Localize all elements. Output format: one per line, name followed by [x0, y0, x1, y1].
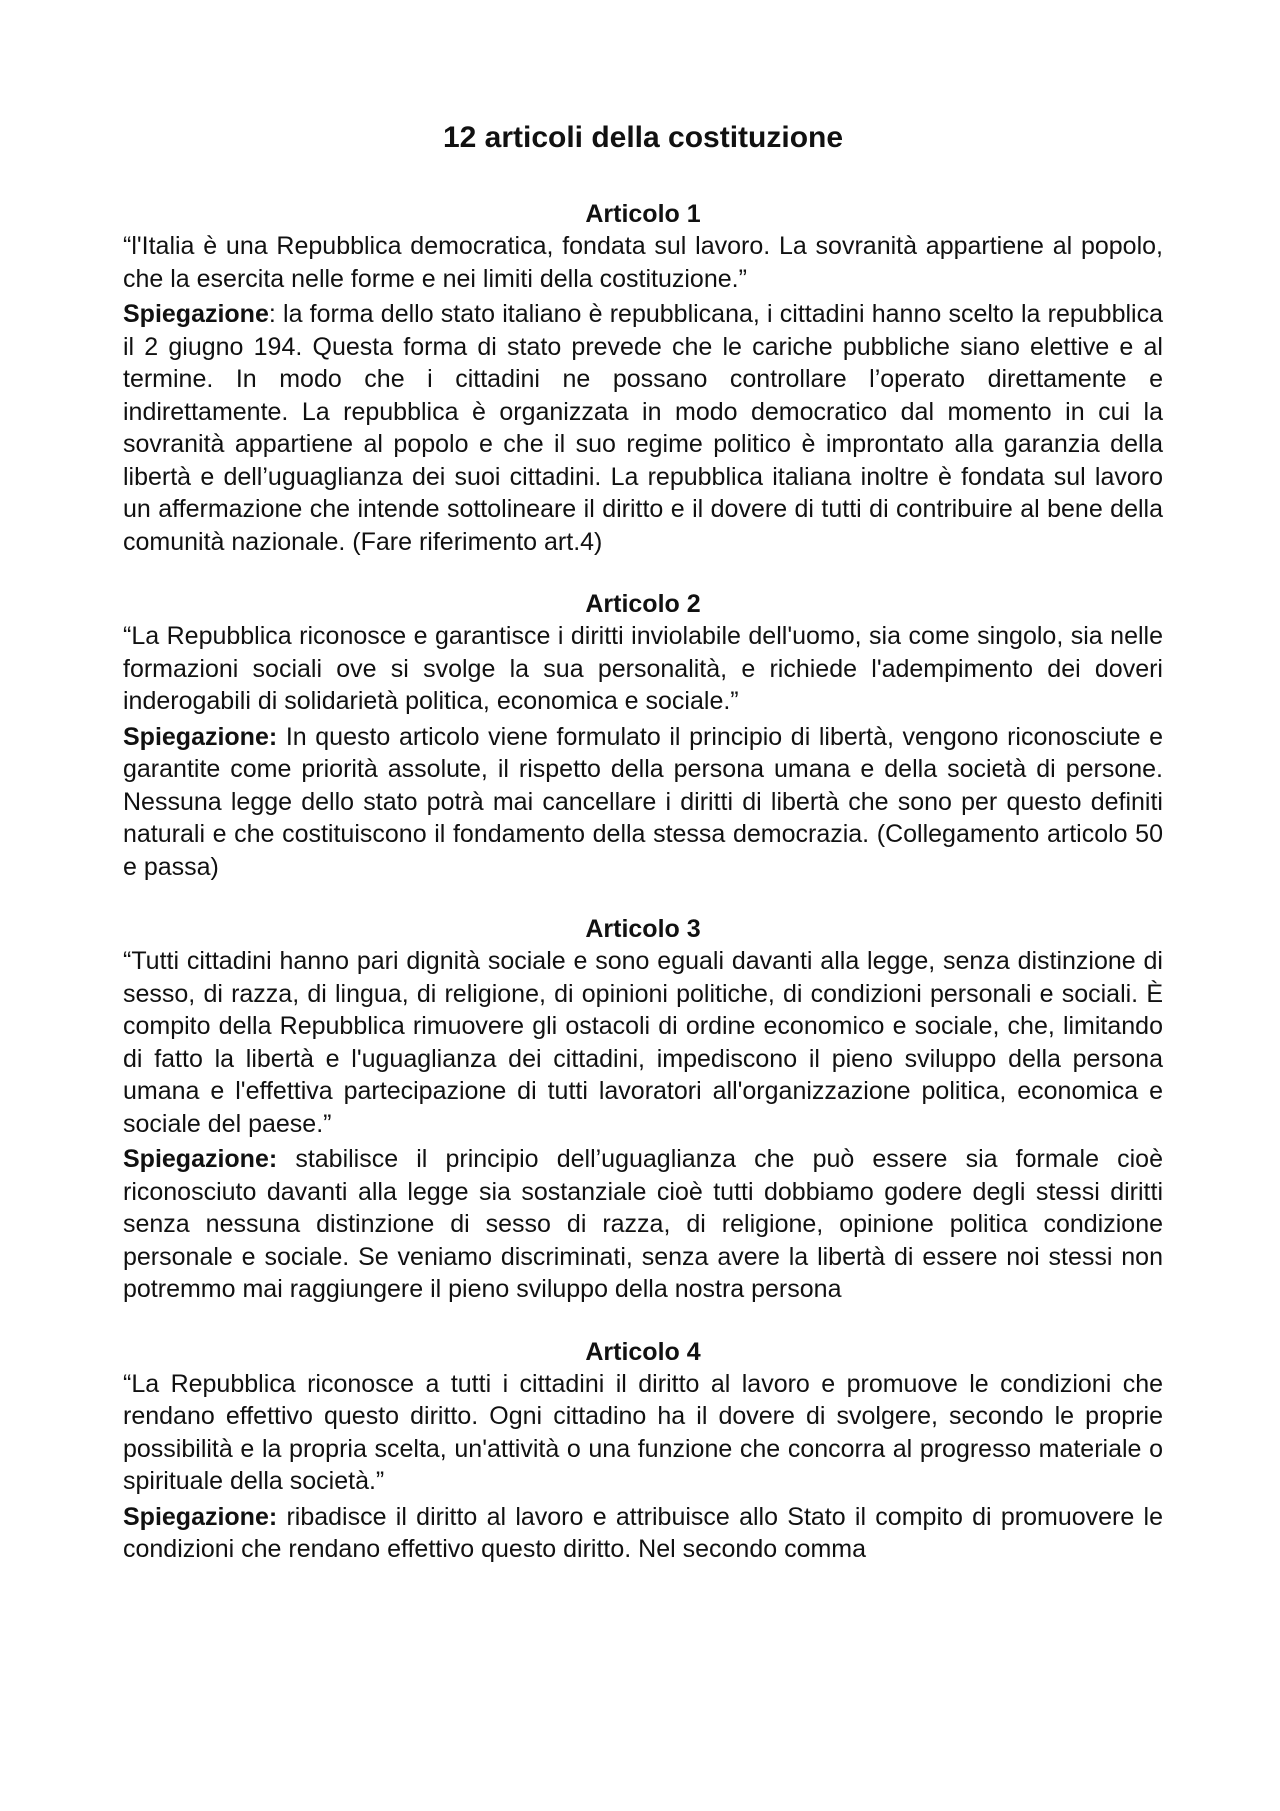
explanation-label: Spiegazione [123, 300, 269, 328]
article-2 [123, 588, 1163, 883]
explanation-separator: : [268, 300, 284, 328]
article-1 [123, 198, 1163, 558]
explanation-separator [277, 723, 286, 751]
document-title: 12 articoli della costituzione [442, 121, 844, 154]
article-text: “Tutti cittadini hanno pari dignità sociale e sono eguali davanti alla legge, senza distinzione di sesso, di razza, di lingua, di religione, di opinioni politiche, di condizioni personali e sociali. È compito della Repubblica rimuovere gli ostacoli di ordine economico e sociale, che, limitando di fatto la libertà e l'uguaglianza dei cittadini, impediscono il pieno sviluppo della persona umana e l'effettiva partecipazione di tutti lavoratori all'organizzazione politica, economica e sociale del paese.” [123, 947, 1163, 1138]
article-heading: Articolo 1 [585, 200, 701, 228]
explanation-text: stabilisce il principio dell’uguaglianza che può essere sia formale cioè riconosciuto davanti alla legge sia sostanziale cioè tutti dobbiamo godere degli stessi diritti senza nessuna distinzione di sesso di razza, di religione, opinione politica condizione personale e sociale. Se veniamo discriminati, senza avere la libertà di essere noi stessi non potremmo mai raggiungere il pieno sviluppo della nostra persona [123, 1145, 1163, 1303]
explanation-label: Spiegazione: [123, 1502, 278, 1531]
article-explanation [123, 721, 1163, 884]
explanation-text: ribadisce il diritto al lavoro e attribuisce allo Stato il compito di promuovere le condizioni che rendano effettivo questo diritto. Nel secondo comma [123, 1502, 1163, 1563]
article-explanation [123, 1143, 1163, 1306]
document-page [123, 118, 1163, 1596]
article-heading: Articolo 3 [585, 915, 701, 943]
article-heading: Articolo 2 [585, 590, 701, 618]
article-heading: Articolo 4 [585, 1337, 701, 1366]
explanation-text: la forma dello stato italiano è repubblicana, i cittadini hanno scelto la repubblica il 2 giugno 194. Questa forma di stato prevede che le cariche pubbliche siano elettive e al termine. In modo che i cittadini ne possano controllare l’operato direttamente e indirettamente. La repubblica è organizzata in modo democratico dal momento in cui la sovranità appartiene al popolo e che il suo regime politico è improntato alla garanzia della libertà e dell’uguaglianza dei suoi cittadini. La repubblica italiana inoltre è fondata sul lavoro un affermazione che intende sottolineare il diritto e il dovere di tutti di contribuire al bene della comunità nazionale. (Fare riferimento art.4) [123, 300, 1163, 556]
article-4 [123, 1336, 1163, 1566]
article-explanation [123, 1501, 1163, 1566]
explanation-separator [277, 1145, 295, 1173]
article-explanation [123, 298, 1163, 558]
explanation-label: Spiegazione: [123, 722, 278, 751]
article-text: “La Repubblica riconosce a tutti i cittadini il diritto al lavoro e promuove le condizioni che rendano effettivo questo diritto. Ogni cittadino ha il dovere di svolgere, secondo le proprie possibilità e la propria scelta, un'attività o una funzione che concorra al progresso materiale o spirituale della società.” [123, 1369, 1163, 1495]
explanation-text: In questo articolo viene formulato il principio di libertà, vengono riconosciute e garantite come priorità assolute, il rispetto della persona umana e della società di persone. Nessuna legge dello stato potrà mai cancellare i diritti di libertà che sono per questo definiti naturali e che costituiscono il fondamento della stessa democrazia. (Collegamento articolo 50 e passa) [123, 722, 1163, 881]
explanation-label: Spiegazione: [123, 1145, 278, 1173]
article-text: “La Repubblica riconosce e garantisce i diritti inviolabile dell'uomo, sia come singolo, sia nelle formazioni sociali ove si svolge la sua personalità, e richiede l'adempimento dei doveri inderogabili di solidarietà politica, economica e sociale.” [123, 622, 1163, 715]
article-3 [123, 913, 1163, 1306]
article-text: “l'Italia è una Repubblica democratica, fondata sul lavoro. La sovranità appartiene al popolo, che la esercita nelle forme e nei limiti della costituzione.” [123, 232, 1163, 293]
